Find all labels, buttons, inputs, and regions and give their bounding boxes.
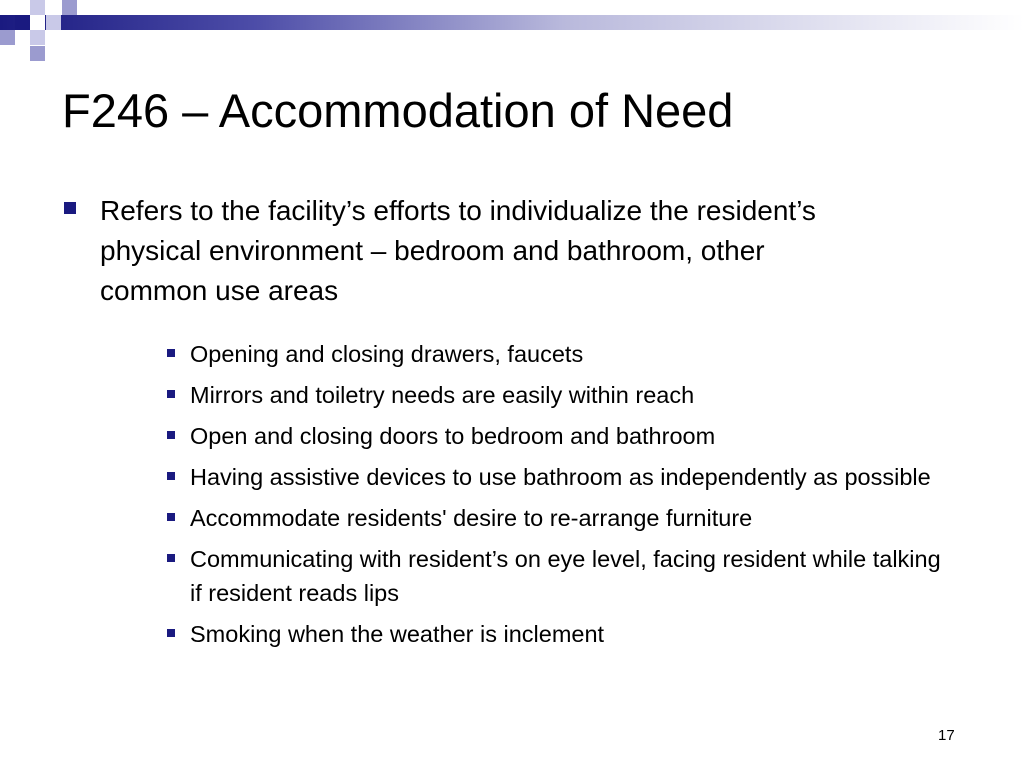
sub-bullet-text: Open and closing doors to bedroom and bathroom — [190, 423, 716, 449]
square-bullet-icon — [167, 513, 175, 521]
sub-bullet-text: Communicating with resident’s on eye level, facing resident while talking if resident reads lips — [190, 546, 941, 606]
decor-square — [30, 46, 45, 61]
sub-bullet-text: Mirrors and toiletry needs are easily within reach — [190, 382, 695, 408]
sub-bullet-item — [165, 337, 955, 371]
sub-bullet-item — [165, 419, 955, 453]
sub-bullet-text: Accommodate residents' desire to re-arrange furniture — [190, 505, 753, 531]
sub-bullet-item — [165, 460, 955, 494]
square-bullet-icon — [167, 629, 175, 637]
square-bullet-icon — [167, 431, 175, 439]
square-bullet-icon — [167, 554, 175, 562]
sub-bullet-text: Having assistive devices to use bathroom as independently as possible — [190, 464, 931, 490]
decor-square — [30, 30, 45, 45]
sub-bullet-item — [165, 617, 955, 651]
decor-square — [0, 30, 15, 45]
decor-square — [46, 15, 61, 30]
sub-bullet-item — [165, 542, 955, 610]
sub-bullet-text: Smoking when the weather is inclement — [190, 621, 605, 647]
sub-bullet-item — [165, 378, 955, 412]
sub-bullet-item — [165, 501, 955, 535]
decor-square — [62, 0, 77, 15]
header-gradient-bar — [0, 15, 1024, 30]
decor-square — [30, 0, 45, 15]
sub-bullet-list — [165, 337, 955, 658]
slide-title: F246 – Accommodation of Need — [62, 84, 734, 137]
square-bullet-icon — [167, 349, 175, 357]
decor-square — [30, 15, 45, 30]
decor-square — [15, 15, 30, 30]
sub-bullet-text: Opening and closing drawers, faucets — [190, 341, 584, 367]
main-bullet — [62, 191, 842, 311]
square-bullet-icon — [64, 202, 76, 214]
square-bullet-icon — [167, 390, 175, 398]
main-bullet-text: Refers to the facility’s efforts to individualize the resident’s physical environment – bedroom and bathroom, other common use areas — [100, 195, 816, 306]
square-bullet-icon — [167, 472, 175, 480]
page-number: 17 — [938, 727, 955, 744]
